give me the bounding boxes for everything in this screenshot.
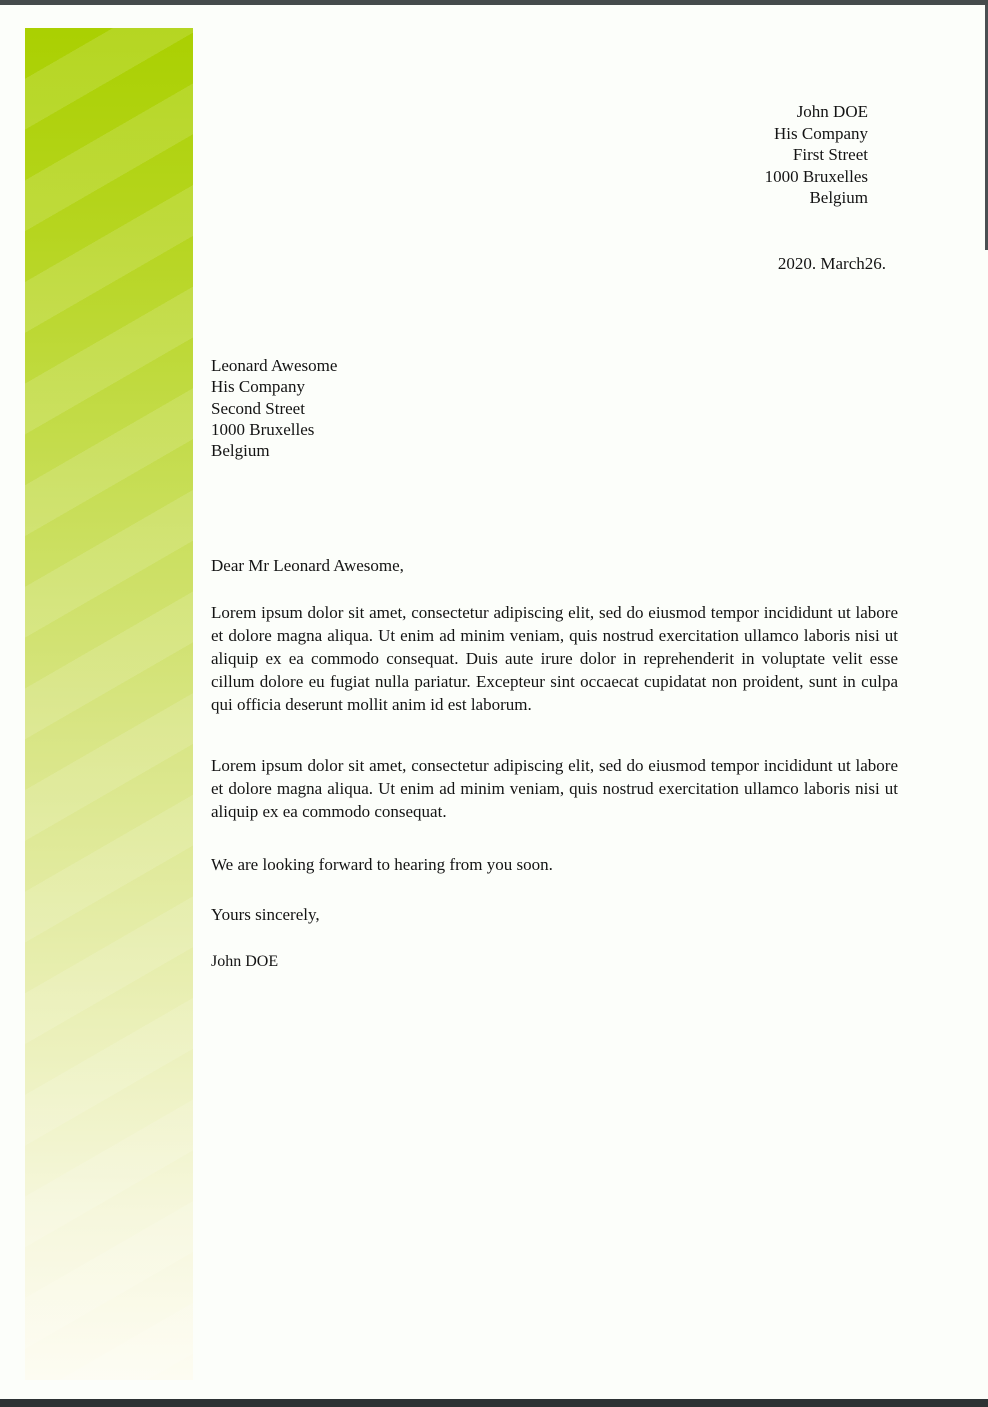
recipient-street: Second Street bbox=[211, 398, 305, 418]
sender-street: First Street bbox=[792, 145, 868, 164]
recipient-name: Leonard Awesome bbox=[211, 356, 338, 375]
sender-address-block bbox=[765, 101, 868, 209]
sender-country: Belgium bbox=[809, 188, 868, 207]
window-top-border bbox=[0, 0, 988, 5]
green-gradient-sidebar bbox=[25, 28, 193, 1380]
signature-name: John DOE bbox=[211, 953, 279, 970]
valediction: Yours sincerely, bbox=[211, 905, 320, 924]
sender-name: John DOE bbox=[796, 102, 868, 121]
closing-line: We are looking forward to hearing from you soon. bbox=[211, 855, 553, 874]
body-paragraph-2: Lorem ipsum dolor sit amet, consectetur adipiscing elit, sed do eiusmod tempor incididunt ut labore et dolore magna aliqua. Ut enim ad minim veniam, quis nostrud exercitation ullamco laboris nisi ut aliquip ex ea commodo consequat. bbox=[211, 756, 898, 821]
recipient-address-block bbox=[211, 355, 337, 461]
body-paragraph-1: Lorem ipsum dolor sit amet, consectetur adipiscing elit, sed do eiusmod tempor incididunt ut labore et dolore magna aliqua. Ut enim ad minim veniam, quis nostrud exercitation ullamco laboris nisi ut aliquip ex ea commodo consequat. Duis aute irure dolor in reprehenderit in voluptate velit esse cillum dolore eu fugiat nulla pariatur. Excepteur sint occaecat cupidatat non proident, sunt in culpa qui officia deserunt mollit anim id est laborum. bbox=[211, 603, 898, 714]
recipient-country: Belgium bbox=[211, 441, 270, 461]
sender-company: His Company bbox=[774, 123, 868, 143]
recipient-company: His Company bbox=[211, 377, 305, 397]
recipient-city: 1000 Bruxelles bbox=[211, 419, 315, 439]
date-line: 2020. March26. bbox=[777, 254, 886, 273]
window-bottom-border bbox=[0, 1399, 988, 1407]
salutation: Dear Mr Leonard Awesome, bbox=[211, 556, 404, 575]
sender-city: 1000 Bruxelles bbox=[764, 166, 868, 186]
